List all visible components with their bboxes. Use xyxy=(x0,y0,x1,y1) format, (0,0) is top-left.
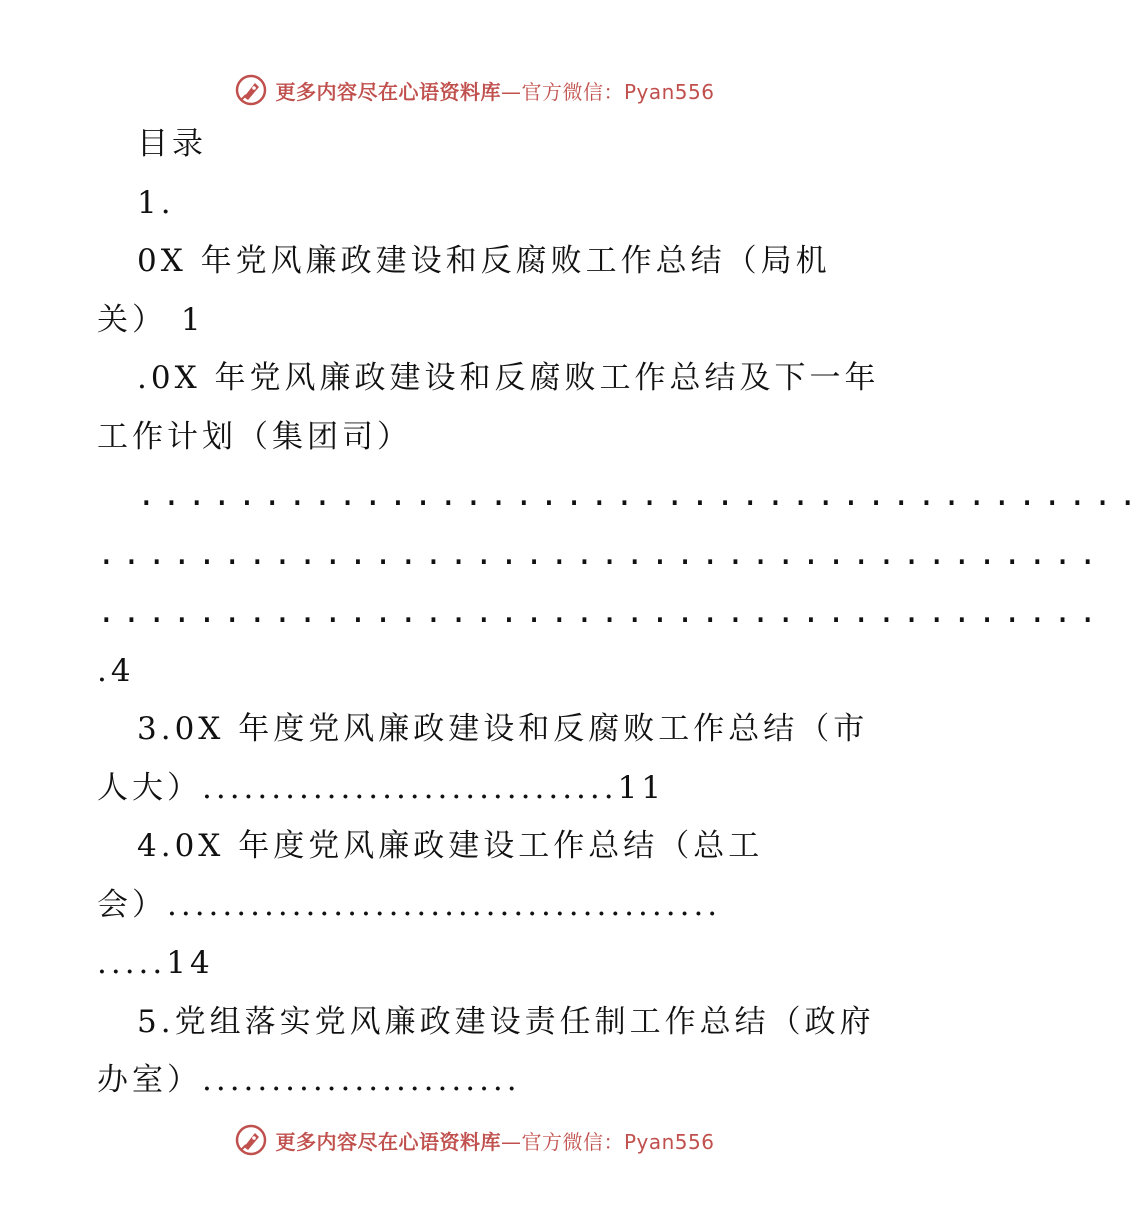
pen-nib-logo-icon xyxy=(235,74,267,106)
toc-leader-dots: ........................................ xyxy=(137,477,1144,513)
toc-line: 0X 年党风廉政建设和反腐败工作总结（局机 xyxy=(137,243,831,279)
toc-line: .....14 xyxy=(97,945,214,981)
toc-line: 5.党组落实党风廉政建设责任制工作总结（政府 xyxy=(137,1003,875,1040)
toc-line: 会）........................................ xyxy=(97,886,722,923)
footer-watermark xyxy=(0,1120,950,1160)
toc-heading: 目录 xyxy=(137,126,207,162)
watermark-text: 更多内容尽在心语资料库—官方微信：Pyan556 xyxy=(275,1129,715,1154)
toc-line: .0X 年党风廉政建设和反腐败工作总结及下一年 xyxy=(137,360,880,396)
toc-page-number: .4 xyxy=(97,652,135,689)
toc-line: 关） 1 xyxy=(97,301,205,338)
toc-line: 4.0X 年度党风廉政建设工作总结（总工 xyxy=(137,828,764,864)
pen-nib-logo-icon xyxy=(235,1124,267,1156)
toc-body xyxy=(97,115,1144,1110)
watermark-text: 更多内容尽在心语资料库—官方微信：Pyan556 xyxy=(275,79,715,104)
toc-line: 1. xyxy=(137,184,175,221)
toc-leader-dots: ........................................ xyxy=(97,535,1104,572)
toc-line: 工作计划（集团司） xyxy=(97,418,412,455)
toc-line: 人大）..............................11 xyxy=(97,769,666,806)
header-watermark xyxy=(0,70,950,110)
toc-leader-dots: ........................................ xyxy=(97,594,1104,630)
toc-line: 办室）....................... xyxy=(97,1062,521,1098)
toc-line: 3.0X 年度党风廉政建设和反腐败工作总结（市 xyxy=(137,711,869,747)
